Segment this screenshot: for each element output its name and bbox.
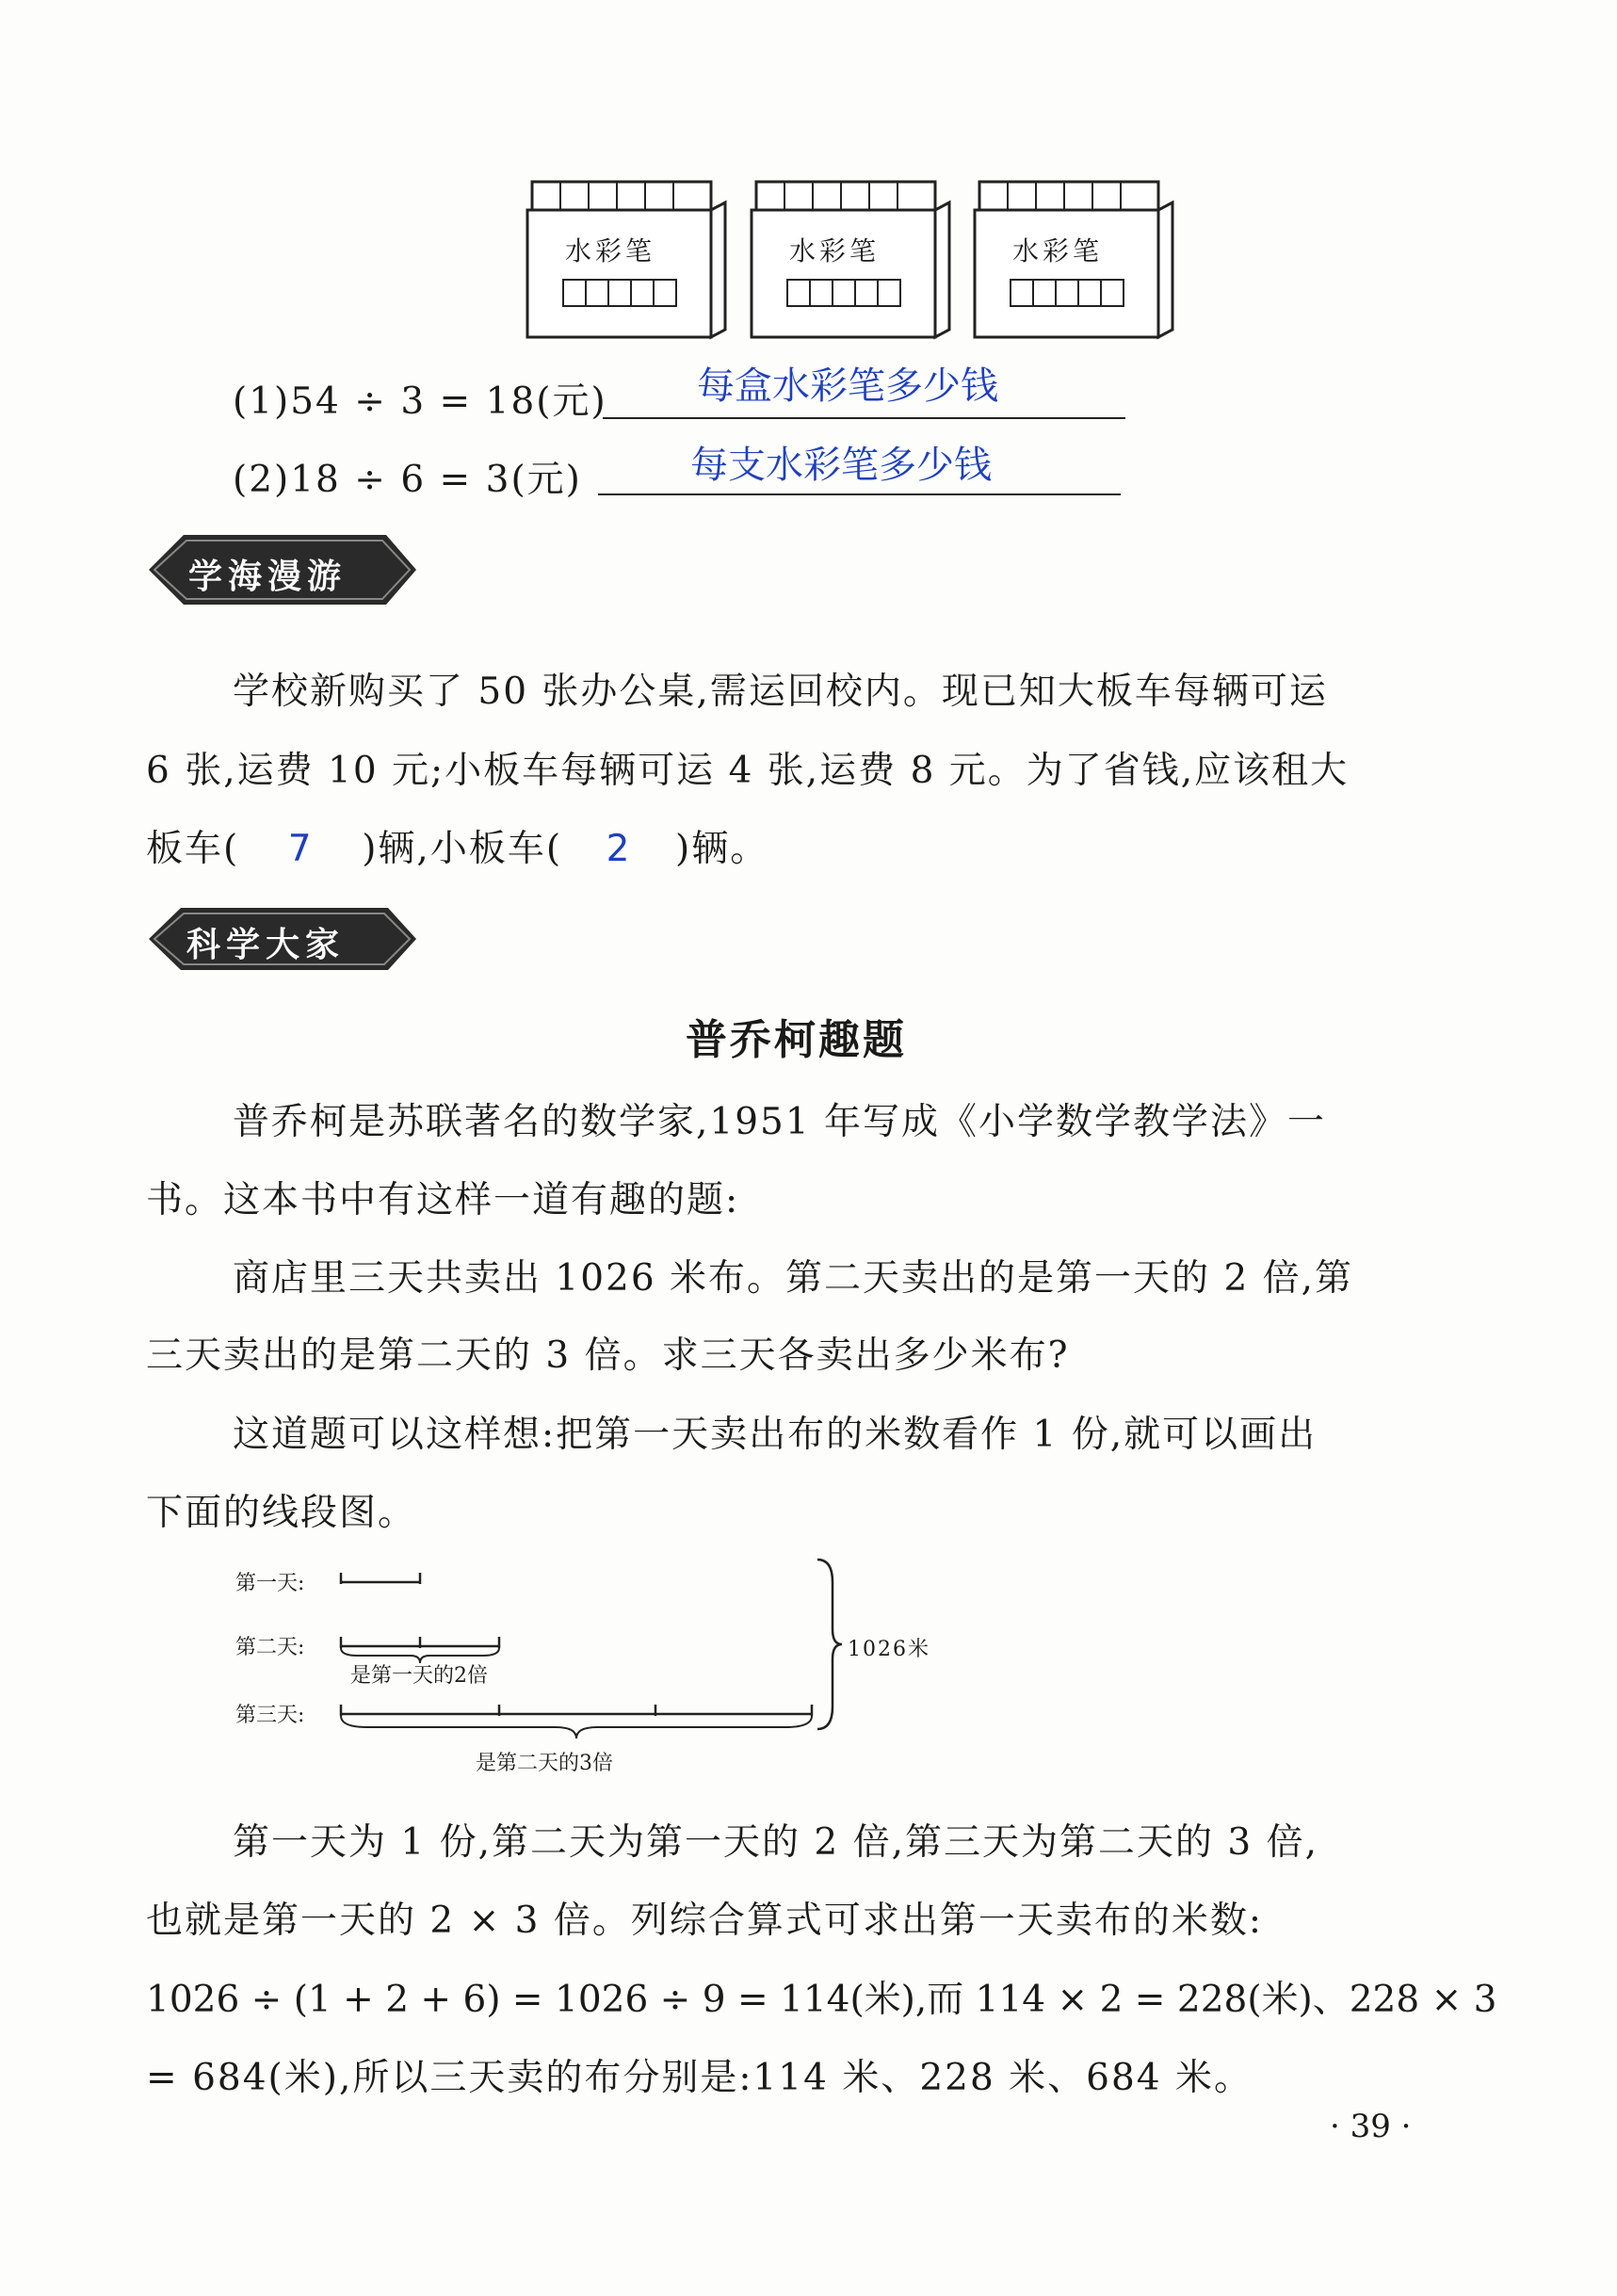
s2-p4-line-2: 也就是第一天的 2 × 3 倍。列综合算式可求出第一天卖布的米数:	[146, 1900, 1264, 1942]
calc-answer-2: 每支水彩笔多少钱	[690, 444, 992, 487]
section-title-2: 科学大家	[186, 926, 346, 964]
answer-small-cart: 2	[606, 828, 632, 870]
answer-big-cart: 7	[287, 828, 314, 870]
s1-line-3-a: 板车(	[146, 828, 240, 870]
s1-line-1: 学校新购买了 50 张办公桌,需运回校内。现已知大板车每辆可运	[233, 671, 1328, 713]
calc-answer-1: 每盒水彩笔多少钱	[697, 364, 998, 408]
s2-p2-line-2: 三天卖出的是第二天的 3 倍。求三天各卖出多少米布?	[146, 1334, 1070, 1377]
diagram-day1-label: 第一天:	[235, 1572, 305, 1595]
diagram-day3-label: 第三天:	[235, 1704, 305, 1727]
calc-answer-line-2	[598, 493, 1121, 495]
box-label-2: 水彩笔	[789, 235, 881, 267]
s2-p3-line-1: 这道题可以这样想:把第一天卖出布的米数看作 1 份,就可以画出	[233, 1414, 1318, 1456]
day3-brace	[341, 1716, 812, 1738]
puzzle-heading: 普乔柯趣题	[686, 1016, 907, 1064]
s2-p4-line-1: 第一天为 1 份,第二天为第一天的 2 倍,第三天为第二天的 3 倍,	[233, 1821, 1319, 1864]
total-brace	[817, 1560, 842, 1729]
s2-p2-line-1: 商店里三天共卖出 1026 米布。第二天卖出的是第一天的 2 倍,第	[233, 1257, 1354, 1300]
calc-answer-line-1	[603, 417, 1125, 419]
diagram-day2-label: 第二天:	[235, 1636, 305, 1659]
calc-formula-2: (2)18 ÷ 6 = 3(元)	[233, 459, 582, 501]
s2-p4-line-3: 1026 ÷ (1 + 2 + 6) = 1026 ÷ 9 = 114(米),而 114 × 2 = 228(米)、228 × 3	[146, 1979, 1497, 2021]
s2-p3-line-2: 下面的线段图。	[146, 1492, 417, 1534]
day2-segment	[341, 1637, 499, 1648]
s1-line-3-c: )辆。	[675, 828, 769, 870]
box-label-3: 水彩笔	[1012, 235, 1104, 267]
day3-segment	[341, 1705, 812, 1716]
page-number: · 39 ·	[1330, 2108, 1412, 2145]
calc-formula-1: (1)54 ÷ 3 = 18(元)	[233, 380, 607, 423]
box-label-1: 水彩笔	[565, 235, 656, 267]
diagram-total-label: 1026米	[848, 1638, 930, 1661]
section-title-1: 学海漫游	[188, 558, 348, 596]
s1-line-3-b: )辆,小板车(	[362, 828, 563, 870]
diagram-day2-note: 是第一天的2倍	[350, 1664, 488, 1688]
s2-p4-line-4: = 684(米),所以三天卖的布分别是:114 米、228 米、684 米。	[146, 2057, 1253, 2099]
s2-p1-line-1: 普乔柯是苏联著名的数学家,1951 年写成《小学数学教学法》一	[233, 1101, 1327, 1143]
s2-p1-line-2: 书。这本书中有这样一道有趣的题:	[146, 1179, 740, 1221]
s1-line-3	[146, 819, 768, 872]
diagram-day3-note: 是第二天的3倍	[476, 1752, 613, 1775]
s1-line-2: 6 张,运费 10 元;小板车每辆可运 4 张,运费 8 元。为了省钱,应该租大	[146, 750, 1350, 792]
day1-segment	[341, 1573, 420, 1584]
